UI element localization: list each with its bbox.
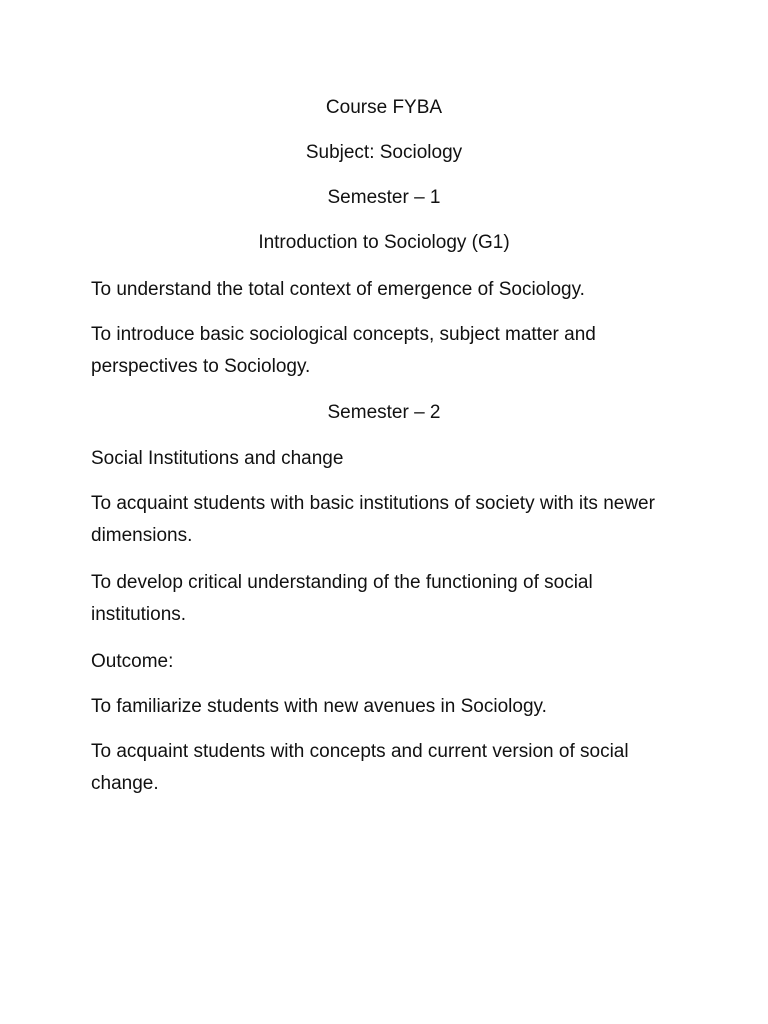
outcome-item-2: To acquaint students with concepts and current version of social change. xyxy=(91,741,629,794)
paper-2-title: Social Institutions and change xyxy=(91,448,344,469)
semester-1-objective-2: To introduce basic sociological concepts, subject matter and perspectives to Sociology. xyxy=(91,324,596,377)
paper-1-title: Introduction to Sociology (G1) xyxy=(258,232,510,253)
outcome-item-1: To familiarize students with new avenues in Sociology. xyxy=(91,696,547,717)
outcome-heading: Outcome: xyxy=(91,651,174,672)
semester-2-heading: Semester – 2 xyxy=(327,402,441,423)
semester-1-heading: Semester – 1 xyxy=(327,187,441,208)
semester-1-objective-1: To understand the total context of emergence of Sociology. xyxy=(91,279,585,300)
semester-2-objective-1: To acquaint students with basic institutions of society with its newer dimensions. xyxy=(91,493,655,546)
course-title: Course FYBA xyxy=(325,97,443,118)
subject-title: Subject: Sociology xyxy=(305,142,463,163)
semester-2-objective-2: To develop critical understanding of the functioning of social institutions. xyxy=(91,572,593,625)
